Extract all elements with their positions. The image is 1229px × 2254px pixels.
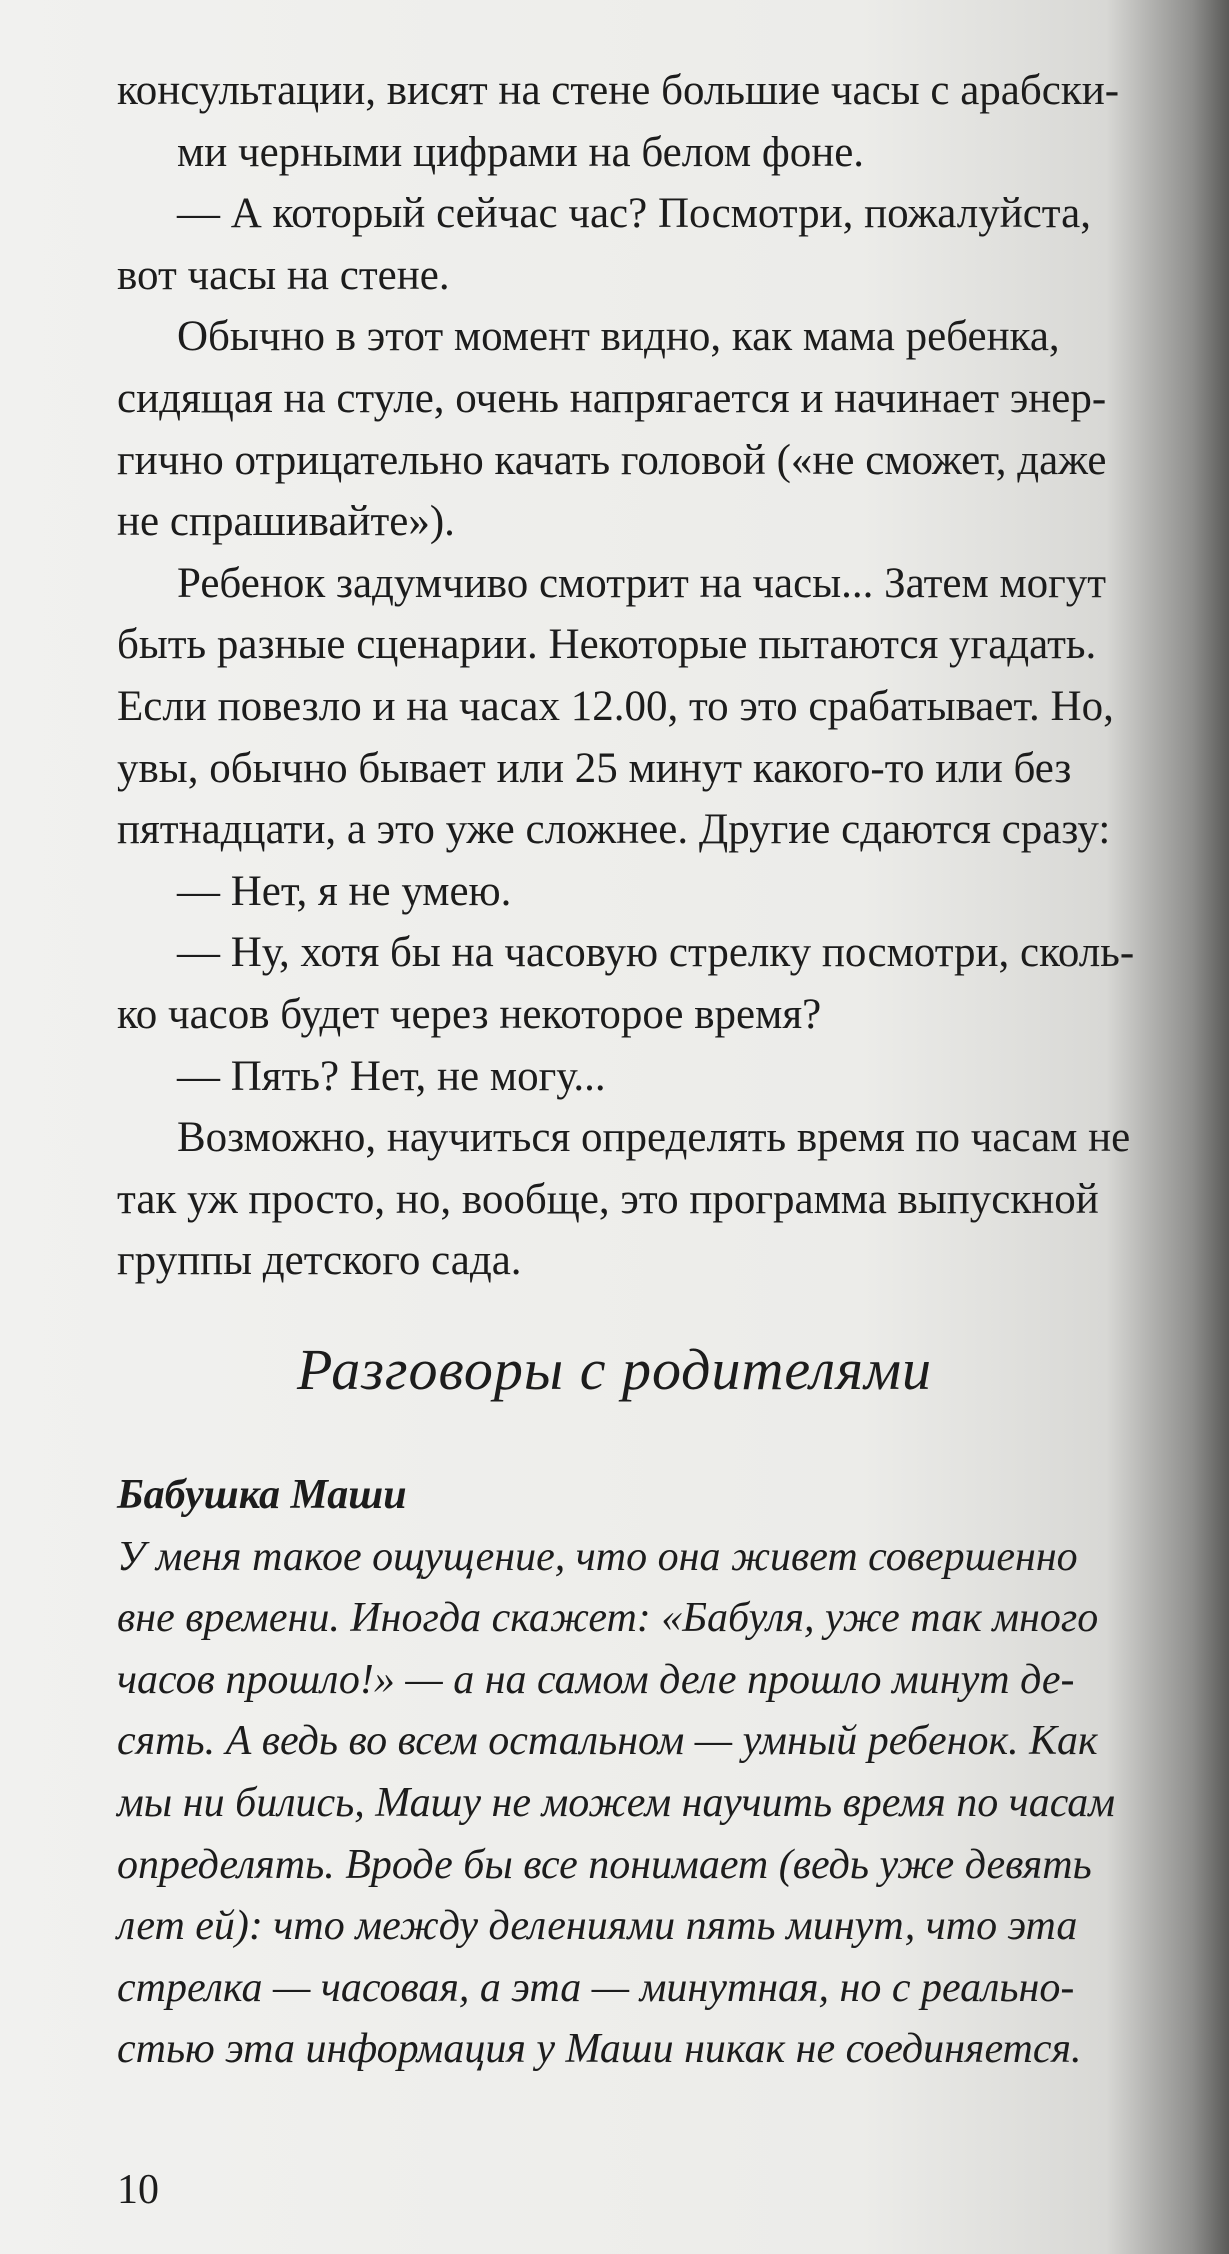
story-line: стрелка — часовая, а эта — минутная, но с реально-	[117, 1964, 1075, 2011]
text-line: Обычно в этот момент видно, как мама ребенка,	[177, 313, 1060, 361]
story-title: Бабушка Маши	[117, 1472, 407, 1518]
text-line: сидящая на стуле, очень напрягается и начинает энер-	[117, 374, 1107, 422]
story-line: вне времени. Иногда скажет: «Бабуля, уже так много	[117, 1595, 1099, 1642]
text-line: не спрашивайте»).	[117, 498, 455, 546]
story-line: мы ни бились, Машу не можем научить время по часам	[117, 1779, 1116, 1826]
story-line: стью эта информация у Маши никак не соединяется.	[117, 2026, 1082, 2073]
dialogue-line: — Нет, я не умею.	[177, 867, 512, 915]
dialogue-line: — Пять? Нет, не могу...	[177, 1052, 606, 1100]
text-line: Возможно, научиться определять время по часам не	[177, 1114, 1131, 1162]
text-line: консультации, висят на стене большие часы с арабски-	[117, 67, 1120, 114]
parent-story	[117, 1465, 1229, 2081]
story-line: часов прошло!» — а на самом деле прошло минут де-	[117, 1656, 1075, 1703]
text-line: быть разные сценарии. Некоторые пытаются угадать.	[117, 621, 1097, 669]
text-line: Ребенок задумчиво смотрит на часы... Затем могут	[177, 559, 1107, 607]
story-line: сять. А ведь во всем остальном — умный ребенок. Как	[117, 1718, 1098, 1765]
story-line: У меня такое ощущение, что она живет совершенно	[117, 1533, 1078, 1580]
section-heading: Разговоры с родителями	[297, 1337, 932, 1402]
text-line: ми черными цифрами на белом фоне.	[177, 128, 865, 176]
text-line: группы детского сада.	[117, 1237, 522, 1285]
text-line: ко часов будет через некоторое время?	[117, 990, 822, 1038]
text-line: гично отрицательно качать головой («не сможет, даже	[117, 436, 1107, 484]
text-line: увы, обычно бывает или 25 минут какого-то или без	[117, 744, 1072, 792]
story-line: определять. Вроде бы все понимает (ведь уже девять	[117, 1841, 1092, 1888]
text-line: вот часы на стене.	[117, 251, 450, 299]
story-line: лет ей): что между делениями пять минут, что эта	[117, 1903, 1078, 1950]
text-line: так уж просто, но, вообще, это программа выпускной	[117, 1175, 1099, 1223]
page-number: 10	[117, 2167, 159, 2213]
body-text	[117, 60, 1229, 1292]
dialogue-line: — А который сейчас час? Посмотри, пожалуйста,	[177, 190, 1091, 238]
text-line: Если повезло и на часах 12.00, то это срабатывает. Но,	[117, 682, 1114, 730]
dialogue-line: — Ну, хотя бы на часовую стрелку посмотри, сколь-	[177, 929, 1135, 977]
text-line: пятнадцати, а это уже сложнее. Другие сдаются сразу:	[117, 806, 1111, 854]
